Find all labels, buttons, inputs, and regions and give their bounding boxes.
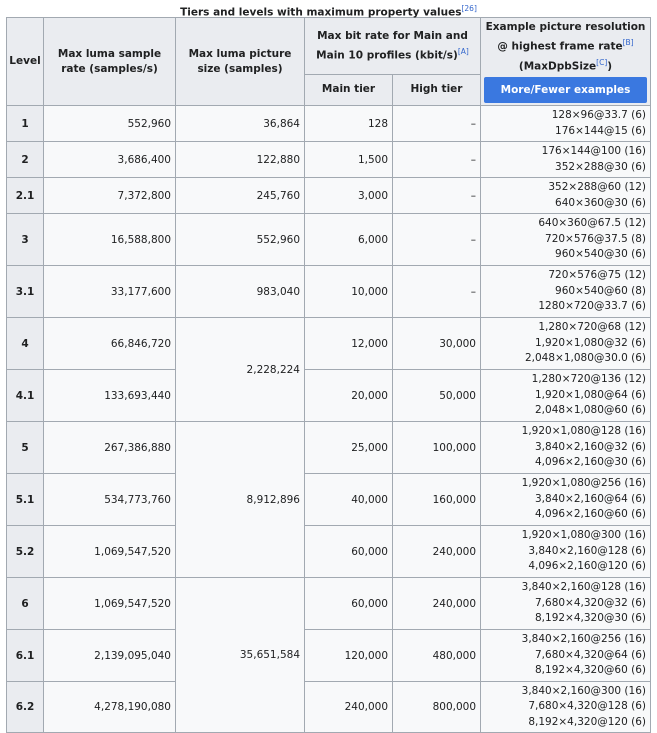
example-line: 720×576@75 (12) xyxy=(548,269,646,282)
level-cell: 4 xyxy=(7,318,44,370)
level-cell: 6.1 xyxy=(7,630,44,682)
example-cell xyxy=(481,214,651,266)
caption-title: Tiers and levels with maximum property values xyxy=(180,6,462,19)
example-line: 1,920×1,080@256 (16) xyxy=(521,477,646,490)
high-tier-cell: – xyxy=(393,142,481,178)
luma-rate-cell: 1,069,547,520 xyxy=(44,526,176,578)
example-line: 1,920×1,080@64 (6) xyxy=(535,388,646,401)
example-line: 352×288@30 (6) xyxy=(555,160,646,173)
example-line: 720×576@37.5 (8) xyxy=(545,232,646,245)
example-line: 176×144@15 (6) xyxy=(555,124,646,137)
luma-size-cell: 2,228,224 xyxy=(176,318,305,422)
caption-ref-link[interactable]: [26] xyxy=(461,4,477,13)
luma-size-cell: 8,912,896 xyxy=(176,422,305,578)
bitrate-ref-link[interactable]: [A] xyxy=(457,46,469,56)
example-line: 128×96@33.7 (6) xyxy=(551,109,646,121)
luma-rate-cell: 267,386,880 xyxy=(44,422,176,474)
example-line: 7,680×4,320@64 (6) xyxy=(535,648,646,661)
main-tier-cell: 60,000 xyxy=(305,526,393,578)
high-tier-cell: – xyxy=(393,178,481,214)
example-cell xyxy=(481,474,651,526)
example-line: 1,920×1,080@128 (16) xyxy=(521,425,646,438)
level-cell: 1 xyxy=(7,106,44,142)
example-line: 3,840×2,160@256 (16) xyxy=(521,633,646,646)
high-tier-cell: – xyxy=(393,214,481,266)
level-cell: 5.1 xyxy=(7,474,44,526)
example-line: 1,920×1,080@300 (16) xyxy=(521,529,646,542)
level-cell: 2.1 xyxy=(7,178,44,214)
example-line: 176×144@100 (16) xyxy=(541,145,646,157)
level-cell: 4.1 xyxy=(7,370,44,422)
example-line: 3,840×2,160@64 (6) xyxy=(535,492,646,505)
example-line: 1,280×720@136 (12) xyxy=(531,373,646,386)
table-row xyxy=(7,214,651,266)
table-row xyxy=(7,266,651,318)
level-cell: 3 xyxy=(7,214,44,266)
example-line: 1,920×1,080@32 (6) xyxy=(535,336,646,349)
main-tier-cell: 12,000 xyxy=(305,318,393,370)
example-line: 1,280×720@68 (12) xyxy=(538,321,646,334)
table-row xyxy=(7,474,651,526)
table-row xyxy=(7,422,651,474)
example-line: 4,096×2,160@120 (6) xyxy=(528,560,646,573)
example-line: 4,096×2,160@30 (6) xyxy=(535,456,646,469)
main-tier-cell: 3,000 xyxy=(305,178,393,214)
high-tier-cell: 160,000 xyxy=(393,474,481,526)
main-tier-cell: 1,500 xyxy=(305,142,393,178)
level-cell: 6 xyxy=(7,578,44,630)
high-tier-cell: 30,000 xyxy=(393,318,481,370)
header-max-bit-rate: Max bit rate for Main and Main 10 profiles (kbit/s)[A] xyxy=(305,18,481,75)
table-row xyxy=(7,142,651,178)
main-tier-cell: 20,000 xyxy=(305,370,393,422)
table-row xyxy=(7,318,651,370)
example-cell xyxy=(481,370,651,422)
luma-size-cell: 983,040 xyxy=(176,266,305,318)
luma-rate-cell: 16,588,800 xyxy=(44,214,176,266)
header-high-tier: High tier xyxy=(393,74,481,105)
main-tier-cell: 128 xyxy=(305,106,393,142)
example-line: 3,840×2,160@128 (6) xyxy=(528,544,646,557)
main-tier-cell: 6,000 xyxy=(305,214,393,266)
example-cell xyxy=(481,578,651,630)
high-tier-cell: 240,000 xyxy=(393,578,481,630)
more-fewer-examples-button[interactable]: More/Fewer examples xyxy=(484,77,647,103)
header-luma-picture-size: Max luma picture size (samples) xyxy=(176,18,305,106)
example-line: 640×360@30 (6) xyxy=(555,196,646,209)
luma-rate-cell: 133,693,440 xyxy=(44,370,176,422)
header-main-tier: Main tier xyxy=(305,74,393,105)
table-row xyxy=(7,106,651,142)
level-cell: 5 xyxy=(7,422,44,474)
example-line: 2,048×1,080@60 (6) xyxy=(535,404,646,417)
luma-rate-cell: 1,069,547,520 xyxy=(44,578,176,630)
example-line: 3,840×2,160@32 (6) xyxy=(535,440,646,453)
level-cell: 5.2 xyxy=(7,526,44,578)
example-line: 8,192×4,320@60 (6) xyxy=(535,664,646,677)
high-tier-cell: 800,000 xyxy=(393,682,481,733)
example-ref-link-b[interactable]: [B] xyxy=(622,38,634,47)
luma-rate-cell: 7,372,800 xyxy=(44,178,176,214)
example-cell xyxy=(481,318,651,370)
example-cell xyxy=(481,106,651,142)
table-row xyxy=(7,578,651,630)
header-example-resolution: Example picture resolution @ highest frame rate[B] (MaxDpbSize[C]) More/Fewer examples xyxy=(481,18,651,106)
level-cell: 3.1 xyxy=(7,266,44,318)
example-cell xyxy=(481,630,651,682)
luma-rate-cell: 3,686,400 xyxy=(44,142,176,178)
luma-rate-cell: 534,773,760 xyxy=(44,474,176,526)
luma-size-cell: 35,651,584 xyxy=(176,578,305,733)
example-line: 7,680×4,320@128 (6) xyxy=(528,700,646,713)
main-tier-cell: 40,000 xyxy=(305,474,393,526)
example-line: 3,840×2,160@128 (16) xyxy=(521,581,646,594)
example-line: 352×288@60 (12) xyxy=(548,181,646,193)
example-line: 3,840×2,160@300 (16) xyxy=(521,684,646,697)
level-cell: 2 xyxy=(7,142,44,178)
example-cell xyxy=(481,142,651,178)
example-line: 960×540@60 (8) xyxy=(555,284,646,297)
example-line: 2,048×1,080@30.0 (6) xyxy=(524,352,646,365)
luma-size-cell: 36,864 xyxy=(176,106,305,142)
table-row xyxy=(7,630,651,682)
example-line: 960×540@30 (6) xyxy=(555,248,646,261)
example-line: 640×360@67.5 (12) xyxy=(538,217,646,230)
main-tier-cell: 10,000 xyxy=(305,266,393,318)
luma-rate-cell: 4,278,190,080 xyxy=(44,682,176,733)
luma-size-cell: 245,760 xyxy=(176,178,305,214)
example-cell xyxy=(481,682,651,733)
high-tier-cell: 50,000 xyxy=(393,370,481,422)
high-tier-cell: – xyxy=(393,106,481,142)
luma-rate-cell: 2,139,095,040 xyxy=(44,630,176,682)
example-cell xyxy=(481,526,651,578)
table-caption xyxy=(0,0,657,17)
high-tier-cell: 100,000 xyxy=(393,422,481,474)
luma-rate-cell: 66,846,720 xyxy=(44,318,176,370)
levels-table xyxy=(6,17,651,733)
luma-rate-cell: 33,177,600 xyxy=(44,266,176,318)
example-line: 4,096×2,160@60 (6) xyxy=(535,508,646,521)
example-line: 8,192×4,320@30 (6) xyxy=(535,612,646,625)
table-row xyxy=(7,370,651,422)
example-line: 7,680×4,320@32 (6) xyxy=(535,596,646,609)
example-line: 1280×720@33.7 (6) xyxy=(538,300,646,313)
high-tier-cell: – xyxy=(393,266,481,318)
table-row xyxy=(7,526,651,578)
level-cell: 6.2 xyxy=(7,682,44,733)
table-row xyxy=(7,682,651,733)
main-tier-cell: 60,000 xyxy=(305,578,393,630)
high-tier-cell: 240,000 xyxy=(393,526,481,578)
main-tier-cell: 120,000 xyxy=(305,630,393,682)
luma-size-cell: 122,880 xyxy=(176,142,305,178)
example-cell xyxy=(481,422,651,474)
example-ref-link-c[interactable]: [C] xyxy=(596,57,608,67)
high-tier-cell: 480,000 xyxy=(393,630,481,682)
main-tier-cell: 25,000 xyxy=(305,422,393,474)
table-row xyxy=(7,178,651,214)
main-tier-cell: 240,000 xyxy=(305,682,393,733)
header-luma-sample-rate: Max luma sample rate (samples/s) xyxy=(44,18,176,106)
example-line: 8,192×4,320@120 (6) xyxy=(528,715,646,728)
luma-size-cell: 552,960 xyxy=(176,214,305,266)
example-cell xyxy=(481,266,651,318)
example-cell xyxy=(481,178,651,214)
header-level: Level xyxy=(7,18,44,106)
luma-rate-cell: 552,960 xyxy=(44,106,176,142)
